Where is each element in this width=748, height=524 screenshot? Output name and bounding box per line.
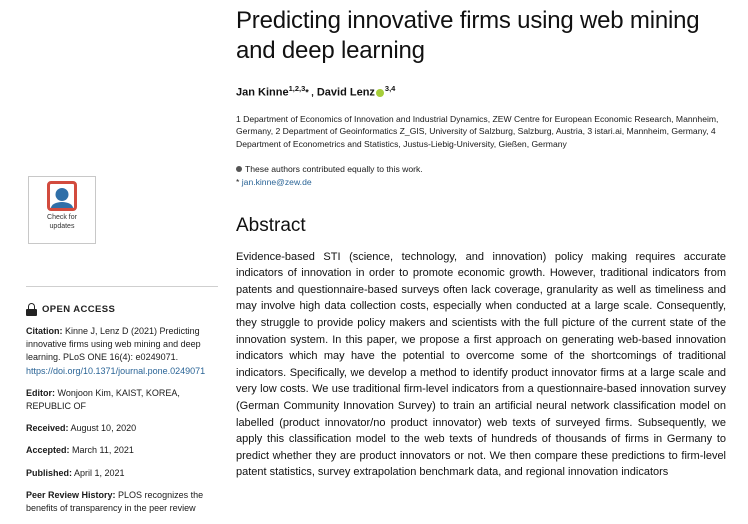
metadata-accepted-label: Accepted: [26,445,70,456]
metadata-editor-label: Editor: [26,387,55,398]
author-notes [236,163,726,188]
metadata-peer-review [26,489,216,515]
check-updates-line2: updates [49,222,75,230]
metadata-received [26,422,216,435]
author-name-1[interactable]: Jan Kinne [236,86,289,99]
equal-contribution-icon [236,166,242,172]
article-metadata [26,325,216,524]
check-updates-line1: Check for [47,214,77,221]
metadata-citation-text: Kinne J, Lenz D (2021) Predicting innovative firms using web mining and deep learning. PLoS ONE 16(4): e0249071. [26,326,201,363]
abstract-heading: Abstract [236,214,306,236]
crossmark-icon [47,181,77,211]
article-sidebar [26,0,218,512]
metadata-accepted-text: March 11, 2021 [69,445,134,456]
metadata-citation [26,325,216,378]
affiliations: 1 Department of Economics of Innovation and Industrial Dynamics, ZEW Centre for European Economic Research, Mannheim, Germany, 2 Department of Geoinformatics Z_GIS, University of Salzburg, Salzburg, Austria, 3 istari.ai, Mannheim, Germany, 4 Department of Econometrics and Statistics, Justus-Liebig-University, Gießen, Germany [236,113,719,149]
orcid-icon[interactable] [376,89,384,97]
corresponding-email-link[interactable]: jan.kinne@zew.de [241,177,312,188]
equal-contribution-note: These authors contributed equally to this work. [245,164,423,175]
metadata-published-label: Published: [26,467,73,478]
metadata-published [26,467,216,480]
author-2-affiliation-marks: 3,4 [384,84,396,93]
corresponding-star: * [236,177,240,188]
doi-link[interactable]: https://doi.org/10.1371/journal.pone.0249071 [26,365,206,376]
metadata-accepted [26,444,216,457]
abstract-text: Evidence-based STI (science, technology, and innovation) policy making requires accurate indicators of innovation in order to promote economic growth. However, traditional indicators from patents and questionnaire-based surveys often lack coverage, granularity as well as timeliness and may involve high data collection costs, especially when conducted at a large scale. Consequently, they struggle to provide policy makers and scientists with the full picture of the current state of the innovation system. In this paper, we propose a first approach on generating web-based innovation indicators which may have the potential to overcome some of the shortcomings of traditional indicators. Specifically, we develop a method to identify product innovator firms at a large scale and very low costs. We use traditional firm-level indicators from a questionnaire-based innovation survey (German Community Innovation Survey) to train an artificial neural network classification model on labelled (product innovator/no product innovator) web texts of surveyed firms. Subsequently, we apply this classification model to the web texts of hundreds of thousands of firms in Germany to predict whether they are product innovators or not. We then compare these predictions to firm-level patent statistics, survey extrapolation benchmark data, and regional innovation indicators [236,250,726,479]
metadata-peer-review-text: PLOS recognizes the benefits of transparency in the peer review [26,489,204,514]
author-list [236,84,726,99]
metadata-received-text: August 10, 2020 [68,423,137,434]
metadata-citation-label: Citation: [26,326,63,336]
metadata-editor [26,387,216,413]
page-title: Predicting innovative firms using web mining and deep learning [236,7,700,64]
open-access-badge [26,303,115,316]
author-1-affiliation-marks: 1,2,3 [288,84,306,93]
author-name-2[interactable]: David Lenz [316,86,375,99]
metadata-editor-text: Wonjoon Kim, KAIST, KOREA, REPUBLIC OF [26,387,180,412]
metadata-received-label: Received: [26,423,69,434]
sidebar-divider [26,286,218,287]
check-for-updates-label [47,214,77,231]
open-access-label: OPEN ACCESS [42,304,116,315]
metadata-published-text: April 1, 2021 [72,467,125,478]
open-lock-icon [26,303,37,316]
article-main [236,0,726,481]
metadata-peer-review-label: Peer Review History: [26,489,116,500]
check-for-updates-badge[interactable] [28,176,96,244]
author-1-marks: * , [305,87,314,98]
